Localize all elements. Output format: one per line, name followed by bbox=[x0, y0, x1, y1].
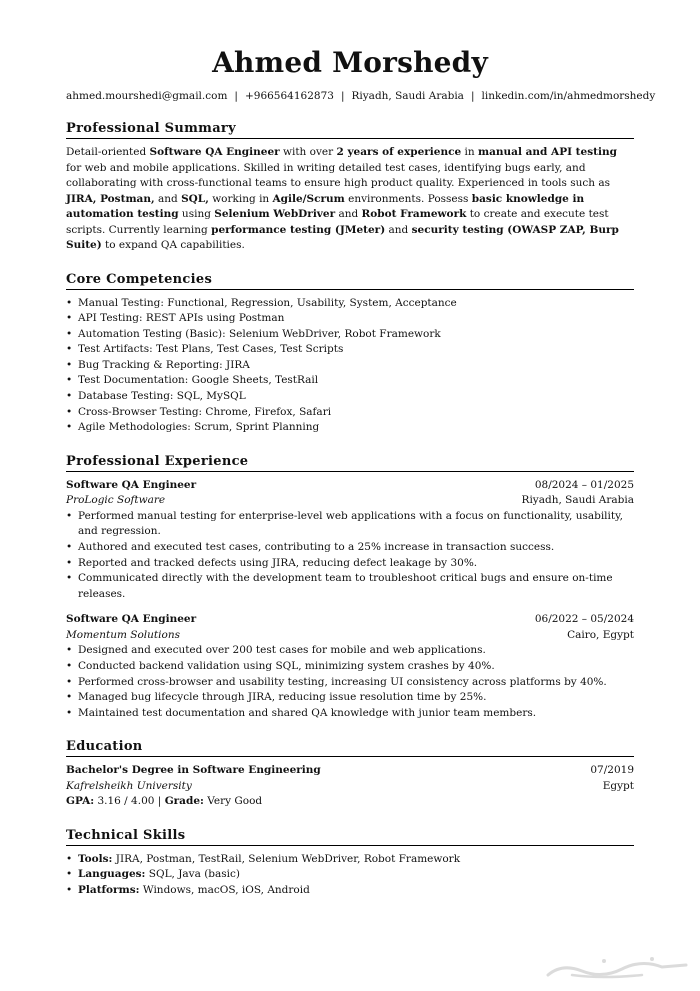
experience-section bbox=[66, 454, 634, 722]
summary-fragment: to create and execute test scripts. Currently learning bbox=[66, 208, 609, 236]
gpa-line bbox=[66, 794, 634, 810]
education-country: Egypt bbox=[602, 779, 634, 792]
job-dates: 08/2024 – 01/2025 bbox=[534, 478, 634, 491]
list-item: • Authored and executed test cases, contributing to a 25% increase in transaction success. bbox=[66, 540, 634, 556]
section-title: Technical Skills bbox=[66, 828, 634, 846]
summary-highlight: JIRA, Postman, bbox=[66, 192, 155, 205]
gpa-label: GPA: bbox=[66, 795, 95, 808]
job-entry bbox=[66, 612, 634, 721]
contact-separator: | bbox=[340, 90, 345, 102]
job-location: Cairo, Egypt bbox=[567, 628, 634, 641]
list-item bbox=[66, 867, 634, 883]
list-item: • Manual Testing: Functional, Regression, Usability, System, Acceptance bbox=[66, 296, 634, 312]
job-dates: 06/2022 – 05/2024 bbox=[534, 613, 634, 626]
location-text: Riyadh, Saudi Arabia bbox=[351, 90, 464, 102]
summary-section bbox=[66, 121, 634, 254]
gpa-separator: | bbox=[157, 795, 162, 808]
summary-fragment: Detail-oriented bbox=[66, 146, 150, 158]
summary-highlight: SQL, bbox=[181, 192, 209, 205]
summary-fragment: with over bbox=[279, 146, 337, 158]
list-item: • Test Artifacts: Test Plans, Test Cases, Test Scripts bbox=[66, 342, 634, 358]
section-title: Core Competencies bbox=[66, 272, 634, 290]
list-item: • API Testing: REST APIs using Postman bbox=[66, 311, 634, 327]
degree-title: Bachelor's Degree in Software Engineering bbox=[66, 764, 321, 777]
job-title: Software QA Engineer bbox=[66, 613, 197, 626]
summary-highlight: Software QA Engineer bbox=[149, 146, 280, 158]
summary-fragment: for web and mobile applications. Skilled in writing detailed test cases, identifying bugs early, and collaborating with cross-functional teams to ensure high product quality. Experienced in tools such as bbox=[66, 161, 611, 189]
competencies-section bbox=[66, 272, 634, 436]
summary-highlight: Agile/Scrum bbox=[272, 192, 345, 205]
job-title: Software QA Engineer bbox=[66, 478, 197, 491]
contact-separator: | bbox=[234, 90, 238, 102]
list-item: • Maintained test documentation and shared QA knowledge with junior team members. bbox=[66, 706, 634, 722]
summary-fragment: working in bbox=[208, 192, 273, 205]
list-item: • Performed manual testing for enterprise-level web applications with a focus on functionality, usability, and regression. bbox=[66, 509, 634, 540]
university-name: Kafrelsheikh University bbox=[66, 779, 192, 792]
haraj-logo-icon bbox=[542, 953, 692, 983]
list-item: • Bug Tracking & Reporting: JIRA bbox=[66, 358, 634, 374]
skill-value: SQL, Java (basic) bbox=[148, 868, 241, 881]
skill-label: Tools: bbox=[78, 852, 113, 865]
job-bullets bbox=[66, 509, 634, 603]
summary-fragment: using bbox=[178, 208, 215, 220]
phone-text: +966564162873 bbox=[244, 90, 334, 102]
graduation-date: 07/2019 bbox=[590, 764, 634, 777]
list-item: • Managed bug lifecycle through JIRA, reducing issue resolution time by 25%. bbox=[66, 690, 634, 706]
summary-fragment: environments. Possess bbox=[344, 192, 472, 205]
list-item: • Communicated directly with the development team to troubleshoot critical bugs and ensure on-time releases. bbox=[66, 571, 634, 602]
summary-highlight: security testing (OWASP ZAP, Burp Suite) bbox=[66, 223, 619, 251]
skills-list bbox=[66, 852, 634, 899]
summary-fragment: and bbox=[335, 208, 362, 220]
summary-highlight: manual and API testing bbox=[477, 146, 617, 158]
summary-fragment: and bbox=[385, 223, 412, 236]
section-title: Professional Experience bbox=[66, 454, 634, 472]
skill-value: Windows, macOS, iOS, Android bbox=[142, 884, 310, 897]
list-item: • Designed and executed over 200 test cases for mobile and web applications. bbox=[66, 643, 634, 659]
list-item: • Cross-Browser Testing: Chrome, Firefox, Safari bbox=[66, 405, 634, 421]
linkedin-link[interactable]: linkedin.com/in/ahmedmorshedy bbox=[481, 90, 656, 102]
list-item bbox=[66, 883, 634, 899]
skill-label: Languages: bbox=[78, 868, 146, 881]
section-title: Professional Summary bbox=[66, 121, 634, 139]
summary-highlight: performance testing (JMeter) bbox=[211, 223, 386, 236]
summary-fragment: and bbox=[154, 192, 182, 205]
contact-line bbox=[66, 89, 656, 103]
summary-fragment: in bbox=[461, 146, 478, 158]
list-item: • Performed cross-browser and usability testing, increasing UI consistency across platforms by 40%. bbox=[66, 675, 634, 691]
section-title: Education bbox=[66, 739, 634, 757]
list-item bbox=[66, 852, 634, 868]
grade-label: Grade: bbox=[164, 795, 204, 808]
resume-page bbox=[66, 46, 656, 899]
list-item: • Database Testing: SQL, MySQL bbox=[66, 389, 634, 405]
email-text: ahmed.mourshedi@gmail.com bbox=[66, 90, 228, 102]
contact-separator: | bbox=[470, 90, 475, 102]
summary-highlight: basic knowledge in automation testing bbox=[66, 192, 585, 220]
education-section bbox=[66, 739, 634, 810]
grade-value: Very Good bbox=[207, 795, 263, 808]
summary-text bbox=[66, 145, 634, 254]
gpa-value: 3.16 / 4.00 bbox=[97, 795, 155, 808]
job-entry bbox=[66, 478, 634, 603]
summary-fragment: to expand QA capabilities. bbox=[101, 239, 245, 251]
skills-section bbox=[66, 828, 634, 899]
list-item: • Conducted backend validation using SQL, minimizing system crashes by 40%. bbox=[66, 659, 634, 675]
list-item: • Test Documentation: Google Sheets, TestRail bbox=[66, 373, 634, 389]
company-name: Momentum Solutions bbox=[66, 628, 180, 641]
job-bullets bbox=[66, 643, 634, 721]
job-location: Riyadh, Saudi Arabia bbox=[521, 494, 634, 507]
list-item: • Reported and tracked defects using JIRA, reducing defect leakage by 30%. bbox=[66, 556, 634, 572]
summary-highlight: 2 years of experience bbox=[336, 146, 462, 158]
skill-value: JIRA, Postman, TestRail, Selenium WebDriver, Robot Framework bbox=[115, 852, 461, 865]
skill-label: Platforms: bbox=[78, 884, 140, 897]
list-item: • Automation Testing (Basic): Selenium WebDriver, Robot Framework bbox=[66, 327, 634, 343]
summary-highlight: Selenium WebDriver bbox=[214, 208, 336, 220]
summary-highlight: Robot Framework bbox=[361, 208, 467, 220]
company-name: ProLogic Software bbox=[66, 494, 166, 507]
candidate-name: Ahmed Morshedy bbox=[212, 46, 488, 79]
competencies-list bbox=[66, 296, 634, 436]
list-item: • Agile Methodologies: Scrum, Sprint Planning bbox=[66, 420, 634, 436]
